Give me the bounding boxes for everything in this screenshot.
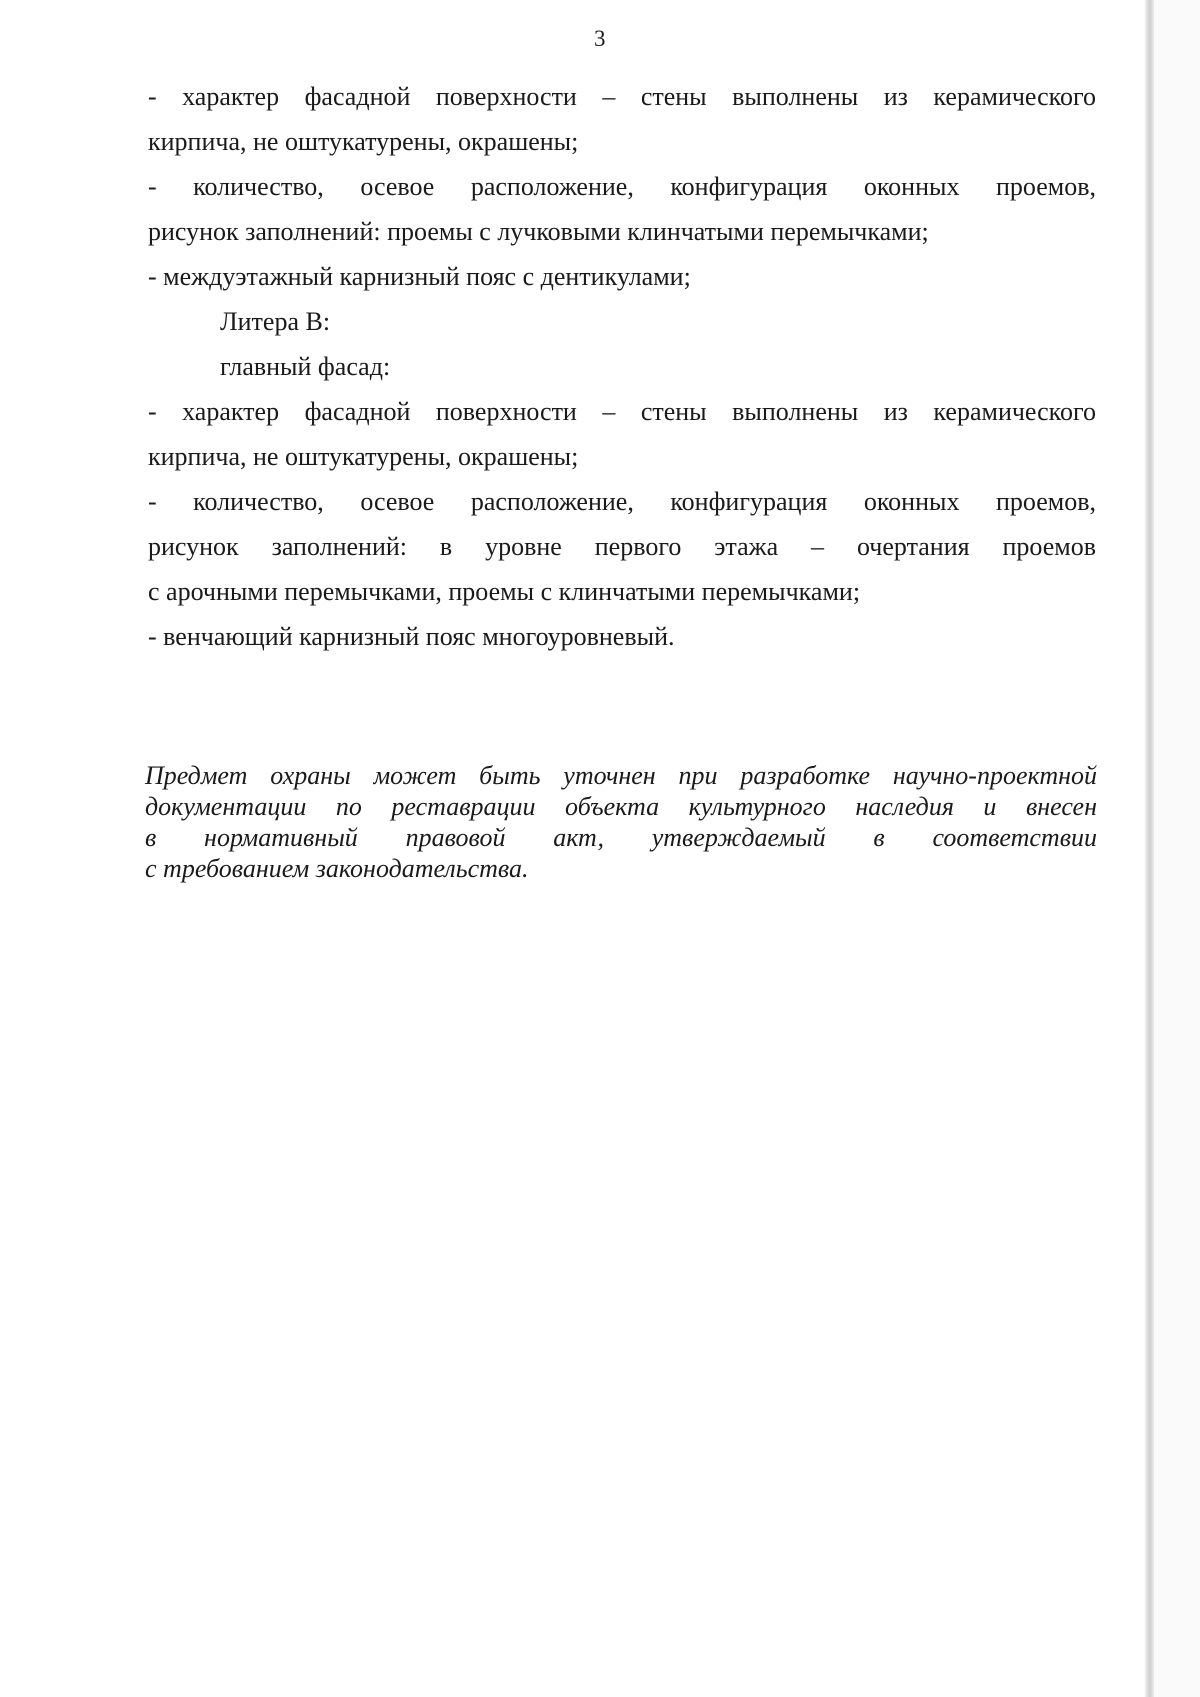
list-item-continuation: кирпича, не оштукатурены, окрашены; xyxy=(148,127,579,156)
list-item-continuation: рисунок заполнений: проемы с лучковыми клинчатыми перемычками; xyxy=(148,217,929,246)
list-item: - венчающий карнизный пояс многоуровневый. xyxy=(148,622,675,651)
page-number: 3 xyxy=(594,26,606,51)
list-item-continuation: кирпича, не оштукатурены, окрашены; xyxy=(148,442,579,471)
note-line: документации по реставрации объекта культурного наследия и внесен xyxy=(145,792,1097,821)
note-line: в нормативный правовой акт, утверждаемый в соответствии xyxy=(145,823,1097,852)
list-item: - характер фасадной поверхности – стены выполнены из керамического xyxy=(148,397,1096,426)
scan-edge-margin xyxy=(1154,0,1200,1697)
list-item-continuation: с арочными перемычками, проемы с клинчатыми перемычками; xyxy=(148,577,861,606)
note-line: с требованием законодательства. xyxy=(145,854,529,883)
list-item: - количество, осевое расположение, конфигурация оконных проемов, xyxy=(148,172,1096,201)
protection-subject-list xyxy=(148,76,1096,661)
note-line: Предмет охраны может быть уточнен при разработке научно-проектной xyxy=(145,761,1097,790)
italic-note-paragraph xyxy=(145,760,1097,884)
list-item-continuation: рисунок заполнений: в уровне первого этажа – очертания проемов xyxy=(148,532,1096,561)
scan-edge-shadow xyxy=(1144,0,1154,1697)
subsection-heading-facade: главный фасад: xyxy=(220,352,391,381)
list-item: - междуэтажный карнизный пояс с дентикулами; xyxy=(148,262,691,291)
section-heading-litera: Литера В: xyxy=(220,307,331,336)
list-item: - характер фасадной поверхности – стены выполнены из керамического xyxy=(148,82,1096,111)
list-item: - количество, осевое расположение, конфигурация оконных проемов, xyxy=(148,487,1096,516)
